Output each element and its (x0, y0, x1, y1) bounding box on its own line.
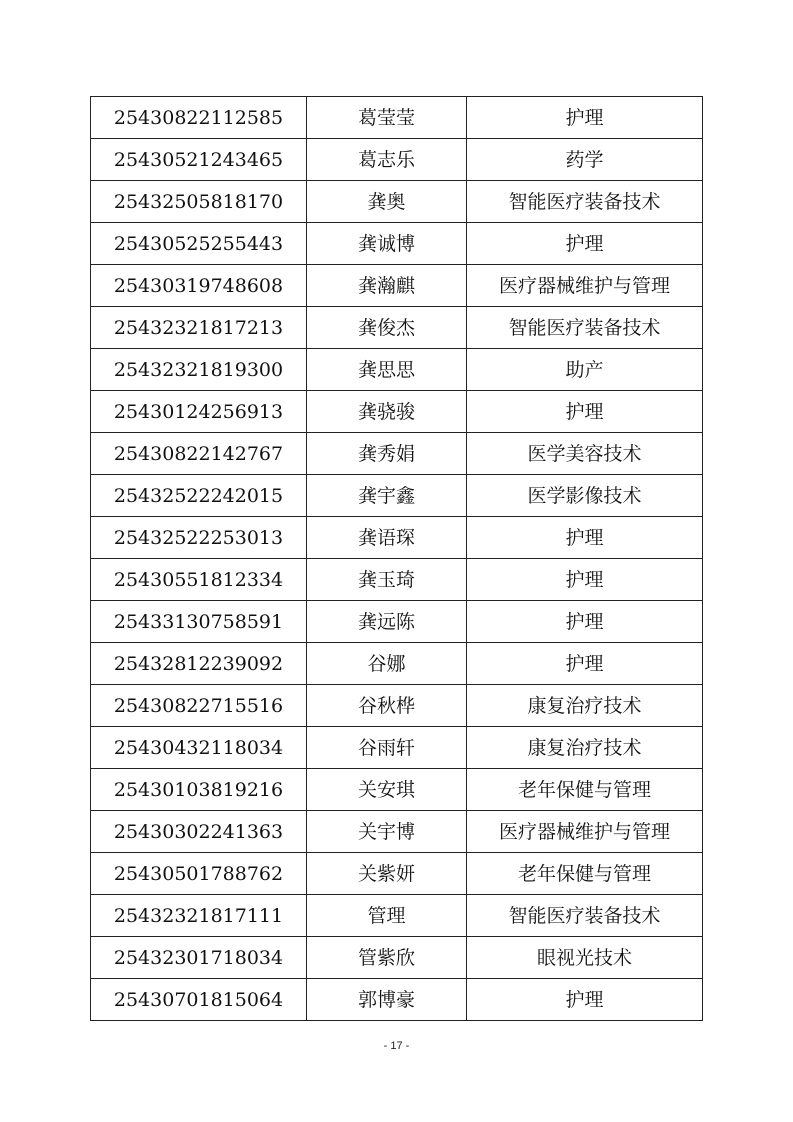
table-row (91, 433, 703, 475)
student-name-cell: 龚远陈 (307, 601, 467, 643)
student-id-cell: 25430551812334 (91, 559, 307, 601)
roster-table (90, 96, 703, 1021)
table-row (91, 685, 703, 727)
major-cell: 护理 (467, 97, 703, 139)
table-row (91, 349, 703, 391)
table-row (91, 475, 703, 517)
student-id-cell: 25430701815064 (91, 979, 307, 1021)
student-id-cell: 25432301718034 (91, 937, 307, 979)
student-name-cell: 管理 (307, 895, 467, 937)
major-cell: 医学美容技术 (467, 433, 703, 475)
student-name-cell: 龚语琛 (307, 517, 467, 559)
student-id-cell: 25430521243465 (91, 139, 307, 181)
student-name-cell: 龚宇鑫 (307, 475, 467, 517)
major-cell: 康复治疗技术 (467, 727, 703, 769)
major-cell: 护理 (467, 391, 703, 433)
major-cell: 护理 (467, 517, 703, 559)
table-row (91, 559, 703, 601)
student-id-cell: 25432321817213 (91, 307, 307, 349)
major-cell: 护理 (467, 223, 703, 265)
major-cell: 老年保健与管理 (467, 769, 703, 811)
table-row (91, 769, 703, 811)
student-name-cell: 龚奥 (307, 181, 467, 223)
table-row (91, 391, 703, 433)
major-cell: 医疗器械维护与管理 (467, 811, 703, 853)
student-name-cell: 葛莹莹 (307, 97, 467, 139)
major-cell: 医疗器械维护与管理 (467, 265, 703, 307)
table-row (91, 139, 703, 181)
student-name-cell: 谷秋桦 (307, 685, 467, 727)
major-cell: 护理 (467, 979, 703, 1021)
major-cell: 智能医疗装备技术 (467, 307, 703, 349)
table-row (91, 811, 703, 853)
student-name-cell: 龚思思 (307, 349, 467, 391)
table-row (91, 97, 703, 139)
student-name-cell: 龚诚博 (307, 223, 467, 265)
major-cell: 医学影像技术 (467, 475, 703, 517)
table-row (91, 937, 703, 979)
table-row (91, 517, 703, 559)
student-id-cell: 25433130758591 (91, 601, 307, 643)
page-number: - 17 - (383, 1040, 410, 1052)
table-row (91, 727, 703, 769)
major-cell: 护理 (467, 559, 703, 601)
student-name-cell: 龚骁骏 (307, 391, 467, 433)
student-id-cell: 25432522242015 (91, 475, 307, 517)
student-id-cell: 25430319748608 (91, 265, 307, 307)
student-name-cell: 管紫欣 (307, 937, 467, 979)
table-row (91, 265, 703, 307)
table-row (91, 307, 703, 349)
student-id-cell: 25430124256913 (91, 391, 307, 433)
student-id-cell: 25430432118034 (91, 727, 307, 769)
student-name-cell: 龚玉琦 (307, 559, 467, 601)
table-row (91, 601, 703, 643)
table-row (91, 643, 703, 685)
student-name-cell: 关紫妍 (307, 853, 467, 895)
major-cell: 眼视光技术 (467, 937, 703, 979)
student-id-cell: 25430822142767 (91, 433, 307, 475)
table-row (91, 853, 703, 895)
student-id-cell: 25432321817111 (91, 895, 307, 937)
student-id-cell: 25430501788762 (91, 853, 307, 895)
roster-table-body (91, 97, 703, 1021)
student-name-cell: 郭博豪 (307, 979, 467, 1021)
student-id-cell: 25430822112585 (91, 97, 307, 139)
table-row (91, 895, 703, 937)
student-id-cell: 25432505818170 (91, 181, 307, 223)
table-row (91, 181, 703, 223)
student-id-cell: 25430302241363 (91, 811, 307, 853)
student-name-cell: 谷娜 (307, 643, 467, 685)
student-name-cell: 关安琪 (307, 769, 467, 811)
student-id-cell: 25432522253013 (91, 517, 307, 559)
student-name-cell: 龚瀚麒 (307, 265, 467, 307)
student-name-cell: 关宇博 (307, 811, 467, 853)
student-id-cell: 25430103819216 (91, 769, 307, 811)
major-cell: 护理 (467, 643, 703, 685)
student-id-cell: 25430822715516 (91, 685, 307, 727)
student-id-cell: 25432812239092 (91, 643, 307, 685)
major-cell: 康复治疗技术 (467, 685, 703, 727)
student-name-cell: 龚俊杰 (307, 307, 467, 349)
student-name-cell: 葛志乐 (307, 139, 467, 181)
table-row (91, 979, 703, 1021)
student-name-cell: 龚秀娟 (307, 433, 467, 475)
student-id-cell: 25432321819300 (91, 349, 307, 391)
major-cell: 智能医疗装备技术 (467, 181, 703, 223)
student-name-cell: 谷雨轩 (307, 727, 467, 769)
major-cell: 老年保健与管理 (467, 853, 703, 895)
major-cell: 药学 (467, 139, 703, 181)
student-id-cell: 25430525255443 (91, 223, 307, 265)
table-row (91, 223, 703, 265)
major-cell: 智能医疗装备技术 (467, 895, 703, 937)
major-cell: 助产 (467, 349, 703, 391)
major-cell: 护理 (467, 601, 703, 643)
